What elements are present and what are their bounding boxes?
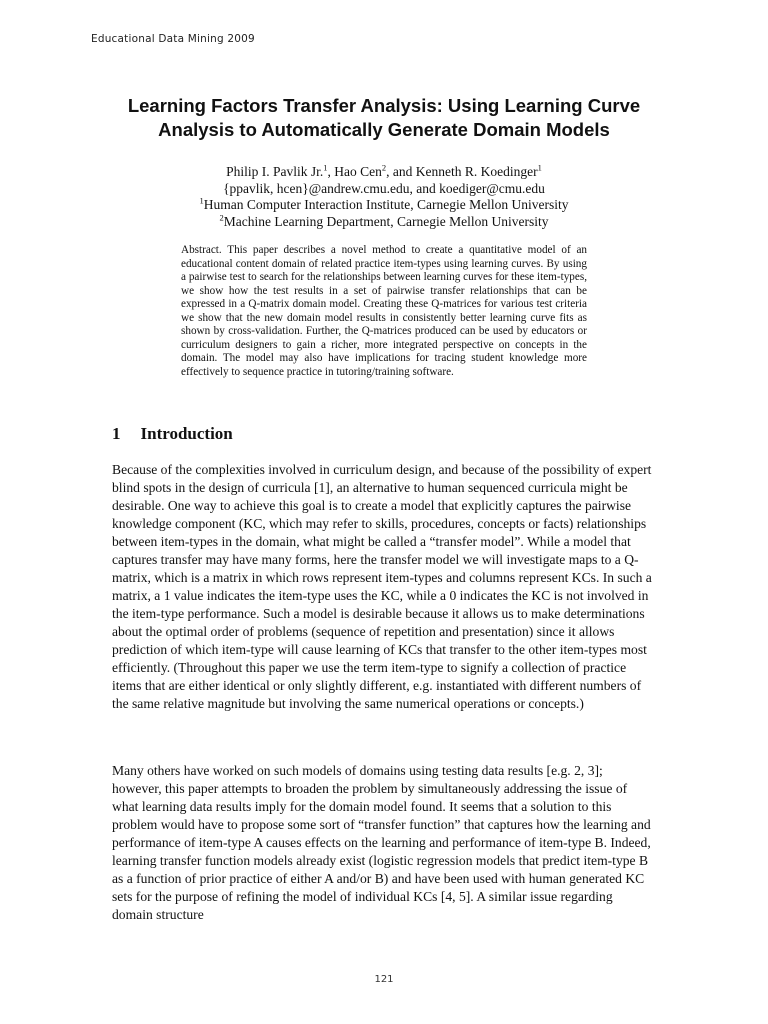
author-affiliation-marker: 2 [381, 162, 387, 173]
paper-title: Learning Factors Transfer Analysis: Using Learning Curve Analysis to Automatically Generate Domain Models [127, 95, 641, 140]
affiliation-text: Machine Learning Department, Carnegie Mellon University [223, 213, 549, 229]
author-name: Hao Cen [334, 164, 382, 179]
page-number: 121 [374, 974, 394, 985]
running-header: Educational Data Mining 2009 [91, 33, 255, 45]
affiliation [100, 214, 668, 231]
body-paragraph: Many others have worked on such models of domains using testing data results [e.g. 2, 3]; however, this paper attempts to broaden the problem by simultaneously addressing the issue of what learning data results imply for the domain model found. It seems that a solution to this problem would have to propose some sort of “transfer function” that captures how the learning and performance of item-type A causes effects on the learning and performance of item-type B. Indeed, learning transfer function models already exist (logistic regression models that predict item-type B as a function of prior practice of either A and/or B) and have been used with human generated KC sets for the purpose of refining the model of individual KCs [4, 5]. A similar issue regarding domain structure [112, 763, 651, 922]
author-name: Philip I. Pavlik Jr. [226, 164, 324, 179]
author-list: Philip I. Pavlik Jr.$^1$, Hao Cen$^2$, and Kenneth R. Koedinger$^1$ [226, 162, 542, 179]
section-heading [112, 424, 233, 444]
affiliation-marker: 2 [219, 212, 224, 222]
author-affiliation-marker: 1 [537, 162, 542, 173]
abstract: Abstract. This paper describes a novel method to create a quantitative model of an educational content domain of related practice item-types using learning curves. By using a pairwise test to search for the relationships between learning curves for these item-types, we show how the test results in a set of pairwise transfer relationships that can be expressed in a Q-matrix domain model. Creating these Q-matrices for various test criteria we show that the new domain model results in consistently better learning curve fits as shown by cross-validation. Further, the Q-matrices produced can be used by educators or curriculum designers to gain a richer, more integrated perspective on concepts in the domain. The model may also have implications for tracing student knowledge more effectively to sequence practice in tutoring/training software. [181, 244, 587, 378]
section-number: 1 [112, 424, 121, 443]
body-paragraph: Because of the complexities involved in curriculum design, and because of the possibility of expert blind spots in the design of curricula [1], an alternative to human sequenced curricula might be desirable. One way to achieve this goal is to create a model that explicitly captures the pairwise knowledge component (KC, which may refer to skills, procedures, concepts or facts) relationships between item-types in the domain, what might be called a “transfer model”. While a model that captures transfer may have many forms, here the transfer model we will investigate maps to a Q-matrix, which is a matrix in which rows represent item-types and columns represent KCs. In such a matrix, a 1 value indicates the item-type uses the KC, while a 0 indicates the KC is not involved in the item-type performance. Such a model is desirable because it allows us to make determinations about the optimal order of problems (sequence of repetition and presentation) since it allows prediction of which item-type will cause learning of KCs that transfer to the other item-types most efficiently. (Throughout this paper we use the term item-type to signify a collection of practice items that are either identical or only slightly different, e.g. instantiated with different numbers of the same relative magnitude but involving the same numerical operations or concepts.) [112, 462, 652, 711]
author-emails: {ppavlik, hcen}@andrew.cmu.edu, and koediger@cmu.edu [223, 180, 545, 196]
section-title: Introduction [140, 424, 233, 443]
author-affiliation-marker: 1 [323, 162, 328, 173]
affiliation [100, 197, 668, 214]
author-name: Kenneth R. Koedinger [415, 164, 538, 179]
author-block [100, 164, 668, 230]
affiliation-marker: 1 [199, 195, 204, 206]
affiliation-text: Human Computer Interaction Institute, Carnegie Mellon University [203, 197, 569, 212]
